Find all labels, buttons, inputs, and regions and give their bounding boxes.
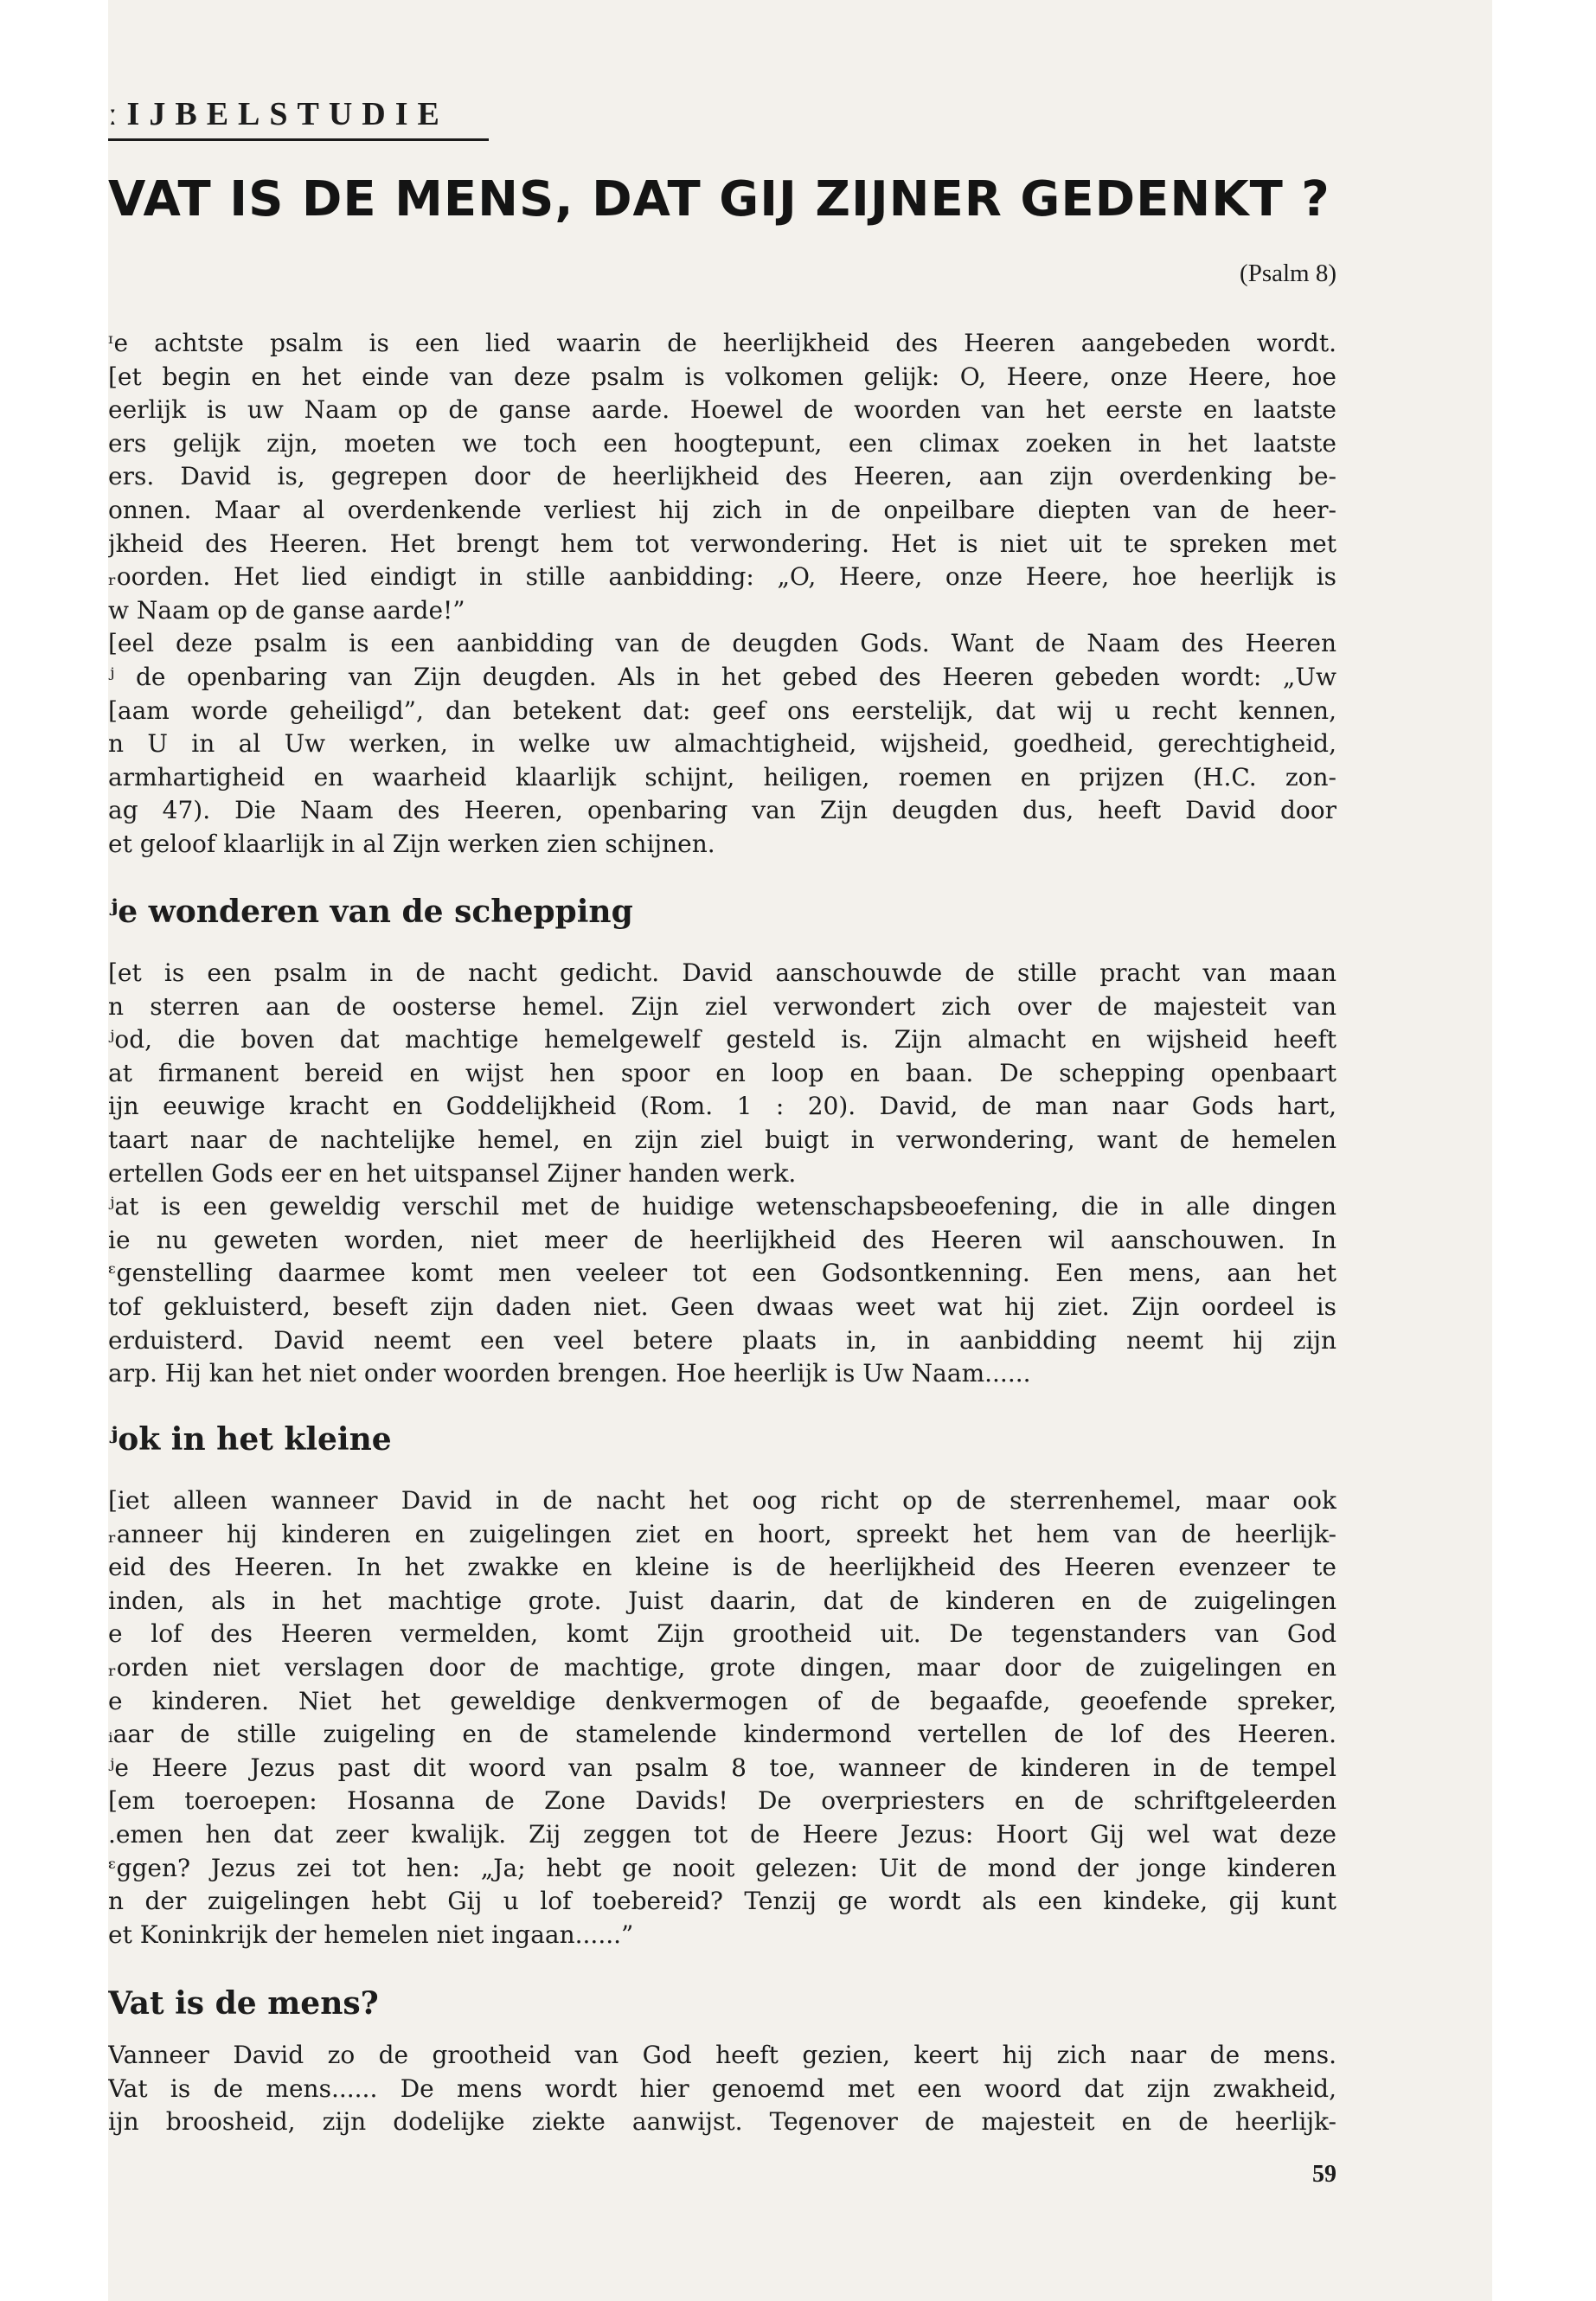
text-line: armhartigheid en waarheid klaarlijk schijnt, heiligen, roemen en prijzen (H.C. zon- [108,762,1336,792]
mens-paragraphs [108,2039,1336,2139]
text-line: ᵣanneer hij kinderen en zuigelingen ziet en hoort, spreekt het hem van de heerlijk- [108,1519,1336,1548]
psalm-reference: (Psalm 8) [1240,260,1336,287]
section-rule [108,138,489,141]
text-line: at firmanent bereid en wijst hen spoor en loop en baan. De schepping openbaart [108,1058,1336,1087]
text-line: .emen hen dat zeer kwalijk. Zij zeggen tot de Heere Jezus: Hoort Gij wel wat deze [108,1819,1336,1849]
text-line: [em toeroepen: Hosanna de Zone Davids! De overpriesters en de schriftgeleerden [108,1786,1336,1816]
text-line: tof gekluisterd, beseft zijn daden niet. Geen dwaas weet wat hij ziet. Zijn oordeel is [108,1292,1336,1321]
text-line: taart naar de nachtelijke hemel, en zijn ziel buigt in verwondering, want de hemelen [108,1125,1336,1154]
text-line: ᵢaar de stille zuigeling en de stamelende kindermond vertellen de lof des Heeren. [108,1720,1336,1749]
text-line: [et begin en het einde van deze psalm is volkomen gelijk: O, Heere, onze Heere, hoe [108,362,1336,391]
text-line: jkheid des Heeren. Het brengt hem tot verwondering. Het is niet uit te spreken met [108,529,1336,558]
text-line: n der zuigelingen hebt Gij u lof toebereid? Tenzij ge wordt als een kindeke, gij kunt [108,1887,1336,1916]
text-line: n sterren aan de oosterse hemel. Zijn ziel verwondert zich over de majesteit van [108,991,1336,1021]
text-line: ᵋggen? Jezus zei tot hen: „Ja; hebt ge nooit gelezen: Uit de mond der jonge kinderen [108,1853,1336,1882]
text-line: et Koninkrijk der hemelen niet ingaan......” [108,1920,634,1949]
subheading-kleine: ʲok in het kleine [108,1421,392,1458]
text-line: ʲ de openbaring van Zijn deugden. Als in het gebed des Heeren gebeden wordt: „Uw [108,662,1336,691]
text-line: ijn eeuwige kracht en Goddelijkheid (Rom. 1 : 20). David, de man naar Gods hart, [108,1092,1336,1121]
text-line: n U in al Uw werken, in welke uw almachtigheid, wijsheid, goedheid, gerechtigheid, [108,729,1336,759]
schepping-paragraphs [108,957,1336,1391]
text-line: [eel deze psalm is een aanbidding van de deugden Gods. Want de Naam des Heeren [108,629,1336,658]
kleine-paragraphs [108,1484,1336,1952]
text-line: ᵣorden niet verslagen door de machtige, grote dingen, maar door de zuigelingen en [108,1652,1336,1682]
text-line: ag 47). Die Naam des Heeren, openbaring van Zijn deugden dus, heeft David door [108,796,1336,825]
text-line: ʲat is een geweldig verschil met de huidige wetenschapsbeoefening, die in alle dingen [108,1192,1336,1221]
text-line: erduisterd. David neemt een veel betere plaats in, in aanbidding neemt hij zijn [108,1325,1336,1355]
text-line: ijn broosheid, zijn dodelijke ziekte aanwijst. Tegenover de majesteit en de heerlijk- [108,2107,1336,2137]
text-line: arp. Hij kan het niet onder woorden brengen. Hoe heerlijk is Uw Naam...... [108,1359,1031,1388]
text-line: ᵣoorden. Het lied eindigt in stille aanbidding: „O, Heere, onze Heere, hoe heerlijk is [108,562,1336,592]
text-line: ertellen Gods eer en het uitspansel Zijner handen werk. [108,1158,797,1188]
subheading-schepping: ʲe wonderen van de schepping [108,894,633,930]
subheading-mens: Vat is de mens? [108,1985,379,2022]
text-line: w Naam op de ganse aarde!” [108,595,465,625]
text-line: e lof des Heeren vermelden, komt Zijn grootheid uit. De tegenstanders van God [108,1619,1336,1649]
page-number: 59 [1312,2161,1336,2188]
text-line: ᵋgenstelling daarmee komt men veeleer tot een Godsontkenning. Een mens, aan het [108,1259,1336,1288]
text-line: [iet alleen wanneer David in de nacht het oog richt op de sterrenhemel, maar ook [108,1486,1336,1515]
section-label: ːIJBELSTUDIE [108,96,449,132]
text-line: onnen. Maar al overdenkende verliest hij zich in de onpeilbare diepten van de heer- [108,495,1336,524]
text-line: ʲe Heere Jezus past dit woord van psalm 8 toe, wanneer de kinderen in de tempel [108,1753,1336,1782]
text-line: ers gelijk zijn, moeten we toch een hoogtepunt, een climax zoeken in het laatste [108,428,1336,458]
text-line: ʲod, die boven dat machtige hemelgewelf gesteld is. Zijn almacht en wijsheid heeft [108,1025,1336,1054]
text-line: eerlijk is uw Naam op de ganse aarde. Hoewel de woorden van het eerste en laatste [108,395,1336,425]
text-line: [aam worde geheiligd”, dan betekent dat: geef ons eerstelijk, dat wij u recht kennen, [108,695,1336,725]
text-line: Vanneer David zo de grootheid van God heeft gezien, keert hij zich naar de mens. [108,2041,1336,2069]
scanned-page [108,0,1492,2301]
text-line: ie nu geweten worden, niet meer de heerlijkheid des Heeren wil aanschouwen. In [108,1225,1336,1254]
text-line: [et is een psalm in de nacht gedicht. David aanschouwde de stille pracht van maan [108,958,1336,987]
intro-paragraphs [108,327,1336,862]
text-line: et geloof klaarlijk in al Zijn werken zien schijnen. [108,829,715,858]
text-line: eid des Heeren. In het zwakke en kleine is de heerlijkheid des Heeren evenzeer te [108,1553,1336,1582]
text-line: Vat is de mens...... De mens wordt hier genoemd met een woord dat zijn zwakheid, [108,2073,1336,2103]
text-line: ers. David is, gegrepen door de heerlijkheid des Heeren, aan zijn overdenking be- [108,462,1336,491]
article-title: VAT IS DE MENS, DAT GIJ ZIJNER GEDENKT ? [108,171,1330,228]
text-line: inden, als in het machtige grote. Juist daarin, dat de kinderen en de zuigelingen [108,1586,1336,1615]
text-line: ᶦe achtste psalm is een lied waarin de heerlijkheid des Heeren aangebeden wordt. [108,329,1336,357]
text-line: e kinderen. Niet het geweldige denkvermogen of de begaafde, geoefende spreker, [108,1686,1336,1715]
